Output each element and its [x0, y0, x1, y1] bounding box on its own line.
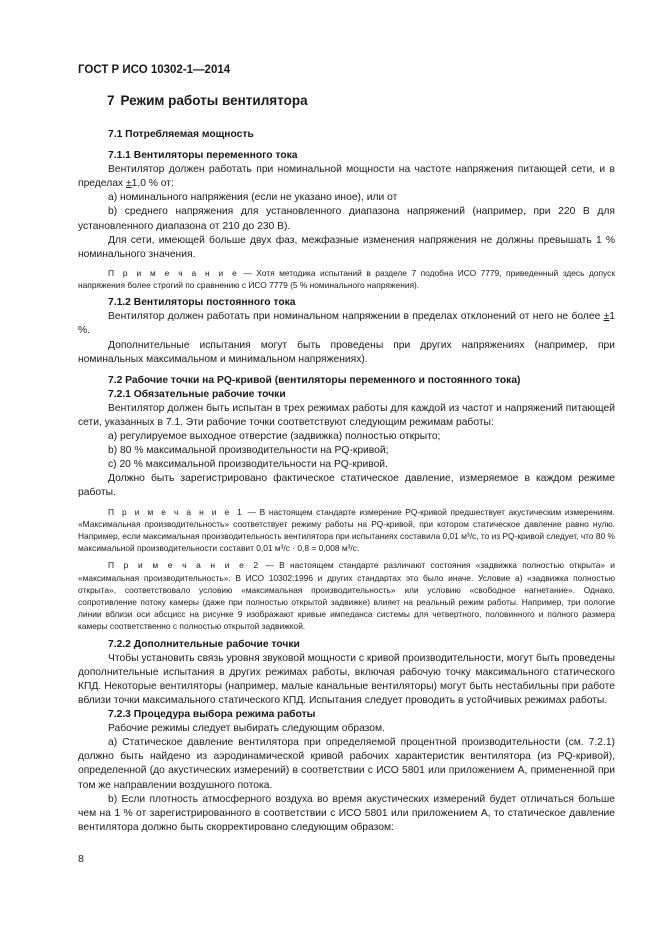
list-item: b) 80 % максимальной производительности на PQ-кривой;	[108, 445, 389, 457]
subsection-heading-7-1: 7.1 Потребляемая мощность	[108, 129, 254, 140]
note: П р и м е ч а н и е 1 — В настоящем стандарте измерение PQ-кривой предшествует акустическим измерениям. «Максимальная производительность» соответствует режиму работы на PQ-кривой, при котором статическое давление равно нулю. Например, если максимальная производительность вентилятора при испытаниях составила 0,01 м³/с, то из PQ-кривой следует, что 80 % максимальной производительности составит 0,01 м³/с · 0,8 = 0,008 м³/с.	[78, 506, 615, 554]
list-item: с) 20 % максимальной производительности на PQ-кривой.	[108, 459, 388, 471]
paragraph: Должно быть зарегистрировано фактическое статическое давление, измеряемое в каждом режиме работы.	[78, 473, 615, 499]
subsection-heading-7-2-1: 7.2.1 Обязательные рабочие точки	[108, 388, 286, 400]
note: П р и м е ч а н и е 2 — В настоящем стандарте различают состояния «задвижка полностью открыта» и «максимальная производительность». В ИСО 10302:1996 и других стандартах это было иначе. Условие а) «задвижка полностью открыта», соответствовало условию «максимальная производительность» или условию «свободное нагнетание». Однако, сопротивление потоку камеры (даже при полностью открытой задвижке) влияет на реальный режим работы. Например, три пологие линии вблизи оси абсцисс на рисунке 9 изображают кривые импеданса системы для четвертного, половинного и полного размера камеры соответственно с полностью открытой задвижкой.	[78, 560, 615, 632]
paragraph: Вентилятор должен работать при номинальной мощности на частоте напряжения питающей сети, и в пределах ±1,0 % от:	[78, 164, 615, 190]
subsection-heading-7-2: 7.2 Рабочие точки на PQ-кривой (вентиляторы переменного и постоянного тока)	[108, 374, 521, 386]
paragraph: а) Статическое давление вентилятора при определяемой процентной производительности (см. 7.2.1) должно быть найдено из аэродинамической кривой рабочих характеристик вентилятора (из PQ-кривой), определенной (до акустических измерений) в соответствии с ИСО 5801 или приложением А, примененной при том же направлении воздушного потока.	[78, 737, 615, 791]
paragraph: Вентилятор должен быть испытан в трех режимах работы для каждой из частот и напряжений питающей сети, указанных в 7.1. Эти рабочие точки соответствуют следующим режимам работы:	[78, 402, 615, 428]
list-item: b) среднего напряжения для установленного диапазона напряжений (например, при 220 В для установленного диапазона от 210 до 230 В).	[78, 206, 615, 232]
paragraph: Чтобы установить связь уровня звуковой мощности с кривой производительности, могут быть проведены дополнительные испытания в других режимах работы, включая рабочую точку максимального статического КПД. Некоторые вентиляторы (например, малые канальные вентиляторы) могут быть нестабильны при работе вблизи точки максимального статического КПД. Испытания следует проводить в устойчивых режимах работы.	[78, 652, 616, 706]
list-item: а) номинального напряжения (если не указано иное), или от	[108, 192, 398, 204]
page-number: 8	[78, 853, 84, 865]
subsection-heading-7-2-3: 7.2.3 Процедура выбора режима работы	[108, 709, 316, 721]
paragraph: Вентилятор должен работать при номинальном напряжении в пределах отклонений от него не более ±1 %.	[78, 311, 615, 337]
document-body	[78, 128, 615, 835]
paragraph: Дополнительные испытания могут быть проведены при других напряжениях (например, при номинальных максимальном и минимальном напряжениях).	[78, 339, 615, 365]
paragraph: Для сети, имеющей больше двух фаз, межфазные изменения напряжения не должны превышать 1 % номинального значения.	[78, 234, 615, 260]
note: П р и м е ч а н и е — Хотя методика испытаний в разделе 7 подобна ИСО 7779, приведенный здесь допуск напряжения более строгий по сравнению с ИСО 7779 (5 % номинального напряжения).	[78, 267, 615, 291]
subsection-heading-7-2-2: 7.2.2 Дополнительные рабочие точки	[108, 638, 300, 650]
paragraph: Рабочие режимы следует выбирать следующим образом.	[108, 723, 385, 735]
section-heading	[107, 93, 308, 108]
subsection-heading-7-1-1: 7.1.1 Вентиляторы переменного тока	[108, 150, 298, 162]
paragraph: b) Если плотность атмосферного воздуха во время акустических измерений будет отличаться больше чем на 1 % от зарегистрированного в соответствии с ИСО 5801 или приложением А, то статическое давление вентилятора должно быть скорректировано следующим образом:	[78, 793, 615, 833]
section-title: Режим работы вентилятора	[120, 93, 308, 108]
section-number: 7	[107, 93, 115, 108]
subsection-heading-7-1-2: 7.1.2 Вентиляторы постоянного тока	[108, 297, 296, 309]
list-item: а) регулируемое выходное отверстие (задвижка) полностью открыто;	[108, 431, 441, 443]
document-header: ГОСТ Р ИСО 10302-1—2014	[78, 64, 231, 76]
